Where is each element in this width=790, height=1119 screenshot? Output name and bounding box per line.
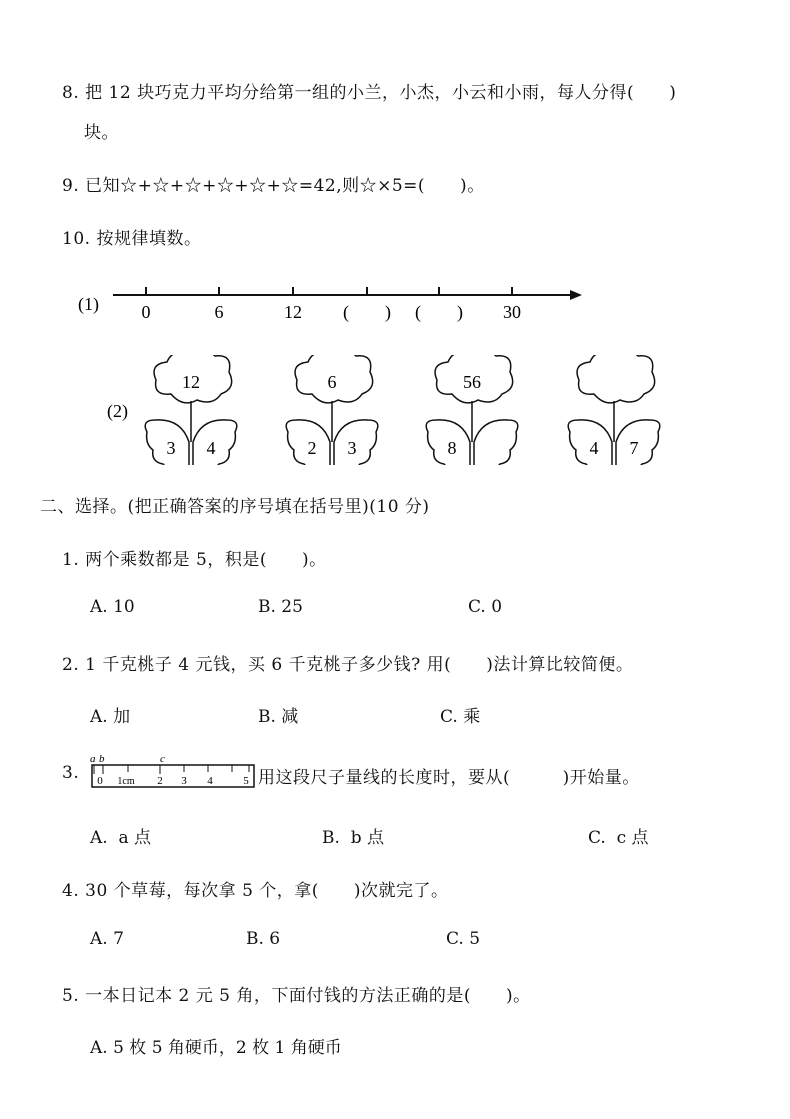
c1-option-a: A. 10: [90, 597, 135, 617]
flower-diagrams: [0, 355, 790, 465]
c5-question: 5. 一本日记本 2 元 5 角，下面付钱的方法正确的是( )。: [62, 986, 531, 1006]
section-heading: 二、选择。(把正确答案的序号填在括号里)(10 分): [40, 497, 430, 517]
tick-blank: ( ): [343, 302, 391, 322]
flower-top: 6: [327, 372, 337, 392]
flower: [426, 355, 518, 465]
flower: [145, 355, 237, 465]
c1-option-b: B. 25: [258, 597, 303, 617]
ruler-number: 4: [207, 775, 213, 787]
ruler-number: 3: [181, 775, 187, 787]
c1-question: 1. 两个乘数都是 5，积是( )。: [62, 550, 327, 570]
c3-number: 3.: [62, 763, 80, 783]
ruler: [86, 752, 256, 790]
flower-right: 3: [347, 438, 357, 458]
tick-label: 30: [503, 302, 521, 322]
ruler-point-c: c: [160, 753, 165, 765]
c2-option-a: A. 加: [90, 707, 131, 727]
tick-blank: ( ): [415, 302, 463, 322]
c3-question: 用这段尺子量线的长度时，要从( )开始量。: [258, 768, 640, 788]
c5-option-a: A. 5 枚 5 角硬币，2 枚 1 角硬币: [90, 1038, 342, 1058]
flower: [568, 355, 660, 465]
c4-option-a: A. 7: [90, 929, 124, 949]
c1-option-c: C. 0: [468, 597, 503, 617]
number-line-label: (1): [78, 294, 99, 314]
tick-label: 12: [284, 302, 302, 322]
flower-left: 3: [166, 438, 176, 458]
flower-top: 56: [463, 372, 481, 392]
flower-left: 4: [589, 438, 599, 458]
flower-left: 8: [447, 438, 457, 458]
ruler-number: 5: [243, 775, 249, 787]
flowers-label: (2): [107, 401, 128, 421]
flower-right: 7: [629, 438, 639, 458]
c3-option-c: C. c 点: [588, 828, 649, 848]
c4-option-b: B. 6: [246, 929, 281, 949]
flower: [286, 355, 378, 465]
c4-question: 4. 30 个草莓，每次拿 5 个，拿( )次就完了。: [62, 881, 449, 901]
ruler-point-a: a: [90, 753, 96, 765]
q9-text: 9. 已知☆+☆+☆+☆+☆+☆=42,则☆×5=( )。: [62, 176, 485, 196]
q8-line1: 8. 把 12 块巧克力平均分给第一组的小兰，小杰，小云和小雨，每人分得( ): [62, 83, 677, 103]
q10-text: 10. 按规律填数。: [62, 229, 202, 249]
c2-question: 2. 1 千克桃子 4 元钱，买 6 千克桃子多少钱? 用( )法计算比较简便。: [62, 655, 634, 675]
c2-option-c: C. 乘: [440, 707, 481, 727]
c3-option-b: B. b 点: [322, 828, 384, 848]
flower-left: 2: [307, 438, 317, 458]
ruler-point-b: b: [99, 753, 105, 765]
tick-label: 0: [141, 302, 151, 322]
ruler-number: 2: [157, 775, 163, 787]
tick-label: 6: [214, 302, 224, 322]
ruler-number: 1cm: [117, 776, 135, 787]
c4-option-c: C. 5: [446, 929, 481, 949]
q8-line2: 块。: [84, 123, 119, 143]
c3-option-a: A. a 点: [90, 828, 152, 848]
c2-option-b: B. 减: [258, 707, 299, 727]
flower-right: 4: [206, 438, 216, 458]
ruler-number: 0: [97, 775, 103, 787]
number-line: [0, 280, 790, 340]
flower-top: 12: [182, 372, 200, 392]
